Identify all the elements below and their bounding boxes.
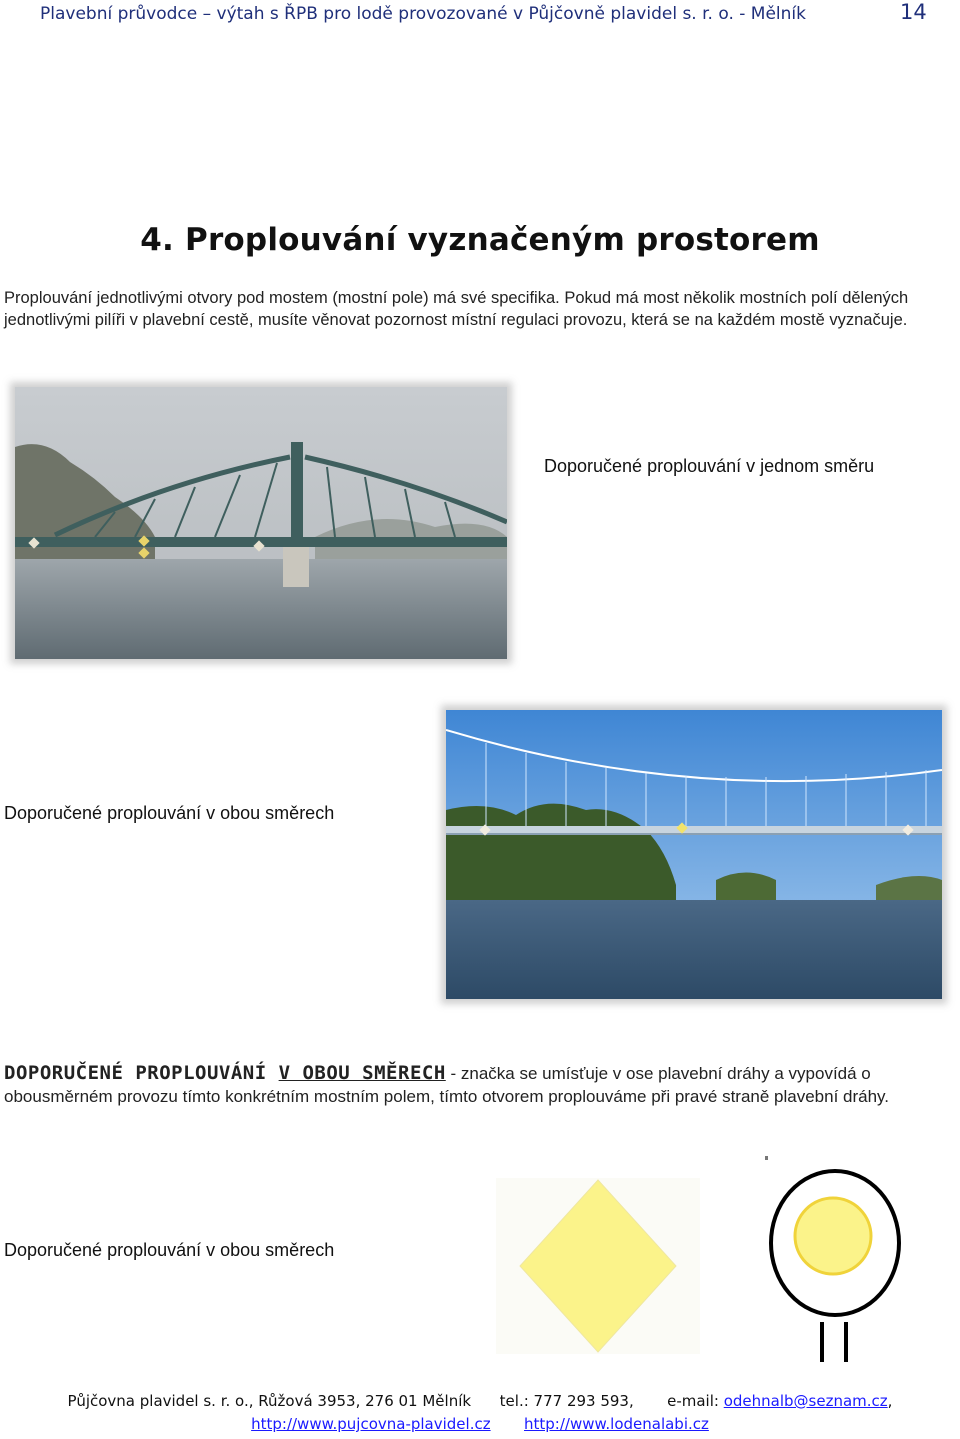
signal-light-icon bbox=[765, 1152, 915, 1364]
footer-link-pujcovna[interactable]: http://www.pujcovna-plavidel.cz bbox=[251, 1415, 491, 1433]
keyword-part-1: DOPORUČENÉ PROPLOUVÁNÍ bbox=[4, 1062, 279, 1084]
keyword-part-2: V OBOU SMĚRECH bbox=[278, 1062, 446, 1084]
footer-contact: Půjčovna plavidel s. r. o., Růžová 3953, 276 01 Mělník tel.: 777 293 593, e-mail: bbox=[67, 1392, 724, 1410]
two-way-keyword bbox=[4, 1062, 446, 1084]
signal-light bbox=[765, 1152, 915, 1364]
two-way-description bbox=[4, 1062, 959, 1108]
bridge-photo-two-way bbox=[446, 710, 942, 999]
intro-paragraph: Proplouvání jednotlivými otvory pod mostem (mostní pole) má své specifika. Pokud má most několik mostních polí dělených jednotlivými pilíři v plavební cestě, musíte věnovat pozornost místní regulaci provozu, která se na každém mostě vyznačuje. bbox=[4, 289, 909, 329]
bridge-photo-one-way bbox=[15, 387, 507, 659]
page-header bbox=[0, 0, 960, 30]
footer-link-lodenalabi[interactable]: http://www.lodenalabi.cz bbox=[524, 1415, 709, 1433]
caption-two-way-photo: Doporučené proplouvání v obou směrech bbox=[4, 803, 335, 823]
page-footer bbox=[0, 1392, 960, 1433]
caption-one-way: Doporučené proplouvání v jednom směru bbox=[544, 456, 875, 476]
caption-two-way-signs: Doporučené proplouvání v obou směrech bbox=[4, 1240, 335, 1260]
yellow-diamond-sign bbox=[496, 1178, 700, 1354]
description-text: - značka se umísťuje v ose plavební dráhy a vypovídá o obousměrném provozu tímto konkrétním mostním polem, tímto otvorem proplouváme při pravé straně plavební dráhy. bbox=[4, 1064, 890, 1106]
section-heading: 4. Proplouvání vyznačeným prostorem bbox=[140, 222, 820, 258]
diamond-sign-icon bbox=[496, 1178, 700, 1354]
bridge-photo-one-way-image bbox=[15, 387, 507, 659]
page-number: 14 bbox=[900, 0, 927, 24]
footer-line-2 bbox=[0, 1415, 960, 1433]
footer-comma: , bbox=[887, 1392, 893, 1410]
footer-spacer bbox=[491, 1415, 524, 1433]
header-title: Plavební průvodce – výtah s ŘPB pro lodě provozované v Půjčovně plavidel s. r. o. - Mělník bbox=[40, 4, 806, 24]
footer-line-1 bbox=[0, 1392, 960, 1410]
bridge-photo-two-way-image bbox=[446, 710, 942, 999]
footer-email-link[interactable]: odehnalb@seznam.cz bbox=[723, 1392, 888, 1410]
